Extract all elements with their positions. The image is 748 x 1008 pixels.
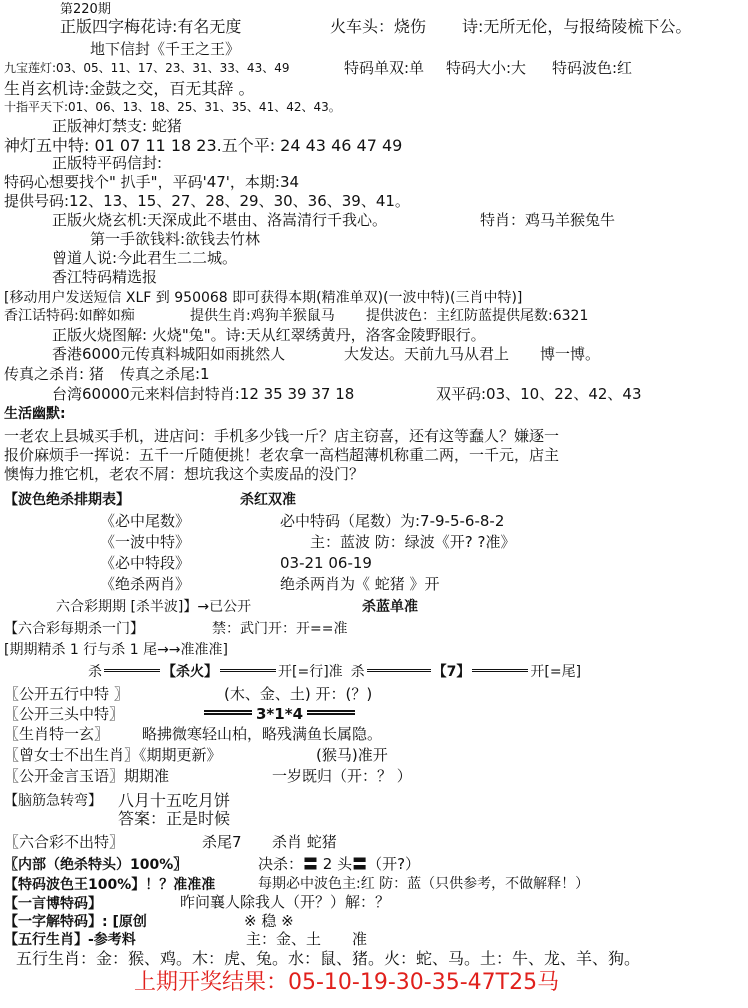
- one-word-value: 昨问襄人除我人（开？）解：？: [180, 893, 391, 911]
- seven-tag: 【7】: [432, 664, 471, 680]
- provide-zodiac: 提供生肖:鸡狗羊猴鼠马: [190, 308, 335, 324]
- steady-mark: ※ 稳 ※: [244, 912, 294, 930]
- row3-label: 《必中特段》: [100, 554, 191, 572]
- pub-three-value: [204, 706, 355, 723]
- ten-fingers: 十指平天下:01、06、13、18、25、31、35、41、42、43。: [4, 100, 341, 114]
- one-char-label: 【一字解特码】: [原创: [4, 914, 147, 930]
- kill-fire: 【杀火】: [162, 664, 218, 680]
- fight: 博一博。: [540, 345, 601, 363]
- wave-king-label: 【特码波色王100%】！？准准准: [4, 877, 216, 893]
- one-word-label: 【一言博特码】: [4, 896, 102, 912]
- kill-tail: 杀尾7: [202, 833, 242, 851]
- provide-wave: 提供波色：主红防蓝提供尾数:6321: [366, 308, 589, 324]
- kill-blue-single: 杀蓝单准: [362, 599, 418, 615]
- dash-line-c: [367, 669, 431, 672]
- forbidden-branch: 正版神灯禁支: 蛇猪: [52, 117, 182, 135]
- hk-6000: 香港6000元传真料城阳如雨挑然人: [52, 345, 286, 363]
- five-accurate: 准: [352, 930, 368, 948]
- zodiac-one-value: 略拂微寒轻山柏，略残满鱼长属隐。: [142, 725, 383, 743]
- nine-lotus: 九宝莲灯:03、05、11、17、23、31、33、43、49: [4, 61, 290, 75]
- row2-label: 《一波中特》: [100, 533, 191, 551]
- brain-teaser-label: 【脑筋急转弯】: [4, 793, 102, 809]
- humor-title: 生活幽默:: [4, 406, 66, 422]
- open-tail: 开[=尾]: [530, 664, 582, 680]
- pub-golden-value: 一岁既归（开：？ ）: [272, 767, 412, 785]
- special-size: 特码大小:大: [446, 59, 527, 77]
- first-hand: 第一手欲钱料:欲钱去竹林: [90, 230, 261, 248]
- big-start: 大发达。天前九马从君上: [344, 345, 510, 363]
- poem: 诗:无所无伦，与报绮陵梳下公。: [462, 17, 692, 36]
- zodiac-one-label: 〖生肖特一玄〗: [4, 725, 110, 743]
- bar-right: [307, 710, 355, 715]
- double-flat: 双平码:03、10、22、42、43: [436, 385, 642, 403]
- fax-kill-zodiac: 传真之杀肖: 猪: [4, 365, 104, 383]
- five-zodiac-list: 五行生肖：金：猴、鸡。木：虎、兔。水：鼠、猪。火：蛇、马。土：牛、龙、羊、狗。: [16, 949, 641, 968]
- row4-label: 《绝杀两肖》: [100, 575, 191, 593]
- fire-zodiac: 特肖：鸡马羊猴兔牛: [480, 211, 616, 229]
- once-said: 曾道人说:今此君生二二城。: [52, 249, 238, 267]
- dash-line-a: [104, 669, 160, 672]
- pub-golden-label: 〖公开金言玉语〗期期准: [4, 767, 170, 785]
- open-accurate: 开[=行]准: [278, 664, 343, 680]
- kill-text-b: 杀: [350, 664, 365, 680]
- plum-poem: 正版四字梅花诗:有名无度: [60, 17, 242, 36]
- decisive-kill: 决杀：〓 2 头〓（开?）: [258, 855, 421, 873]
- dash-line-d: [472, 669, 528, 672]
- lhc-not-out: 〖六合彩不出特〗: [4, 833, 125, 851]
- lamp-five: 神灯五中特: 01 07 11 18 23.五个平: 24 43 46 47 49: [4, 136, 403, 155]
- humor-line-2: 报价麻烦手一挥说：五千一斤随便挑！老农拿一高档超薄机称重二两，一千元，店主: [4, 446, 560, 464]
- heart-want: 特码心想要找个" 扒手"，平码'47'，本期:34: [4, 173, 300, 191]
- ms-zeng-value: (猴马)准开: [316, 746, 388, 764]
- pub-three-label: 〖公开三头中特〗: [4, 705, 125, 723]
- row3-value: 03-21 06-19: [280, 554, 372, 572]
- fire-mystery: 正版火烧玄机:天深成此不堪由、洛嵩清行千我心。: [52, 211, 388, 229]
- zodiac-poem: 生肖玄机诗:金鼓之交，百无其辞 。: [4, 79, 255, 98]
- pub-five-label: 〖公开五行中特 〗: [4, 685, 129, 703]
- hk-saying: 香江话特码:如醉如痴: [4, 308, 135, 324]
- three-value: 3*1*4: [256, 705, 303, 723]
- row1-label: 《必中尾数》: [100, 512, 191, 530]
- numbers-provided: 提供号码:12、13、15、27、28、29、30、36、39、41。: [4, 192, 410, 210]
- five-zodiac-label: 【五行生肖】-参考料: [4, 932, 136, 948]
- sms-line: [移动用户发送短信 XLF 到 950068 即可获得本期(精准单双)(一波中特)(三肖中特)]: [4, 290, 523, 306]
- lhc-period: 六合彩期期 [杀半波]】→已公开: [56, 599, 252, 615]
- period-line: [期期精杀 1 行与杀 1 尾→→准准准]: [4, 642, 228, 658]
- lhc-kill-door: 【六合彩每期杀一门】: [4, 621, 144, 637]
- row1-value: 必中特码（尾数）为:7-9-5-6-8-2: [280, 512, 505, 530]
- forbid-door: 禁：武门开：开==准: [212, 621, 348, 637]
- kill-zodiac: 杀肖 蛇猪: [272, 833, 337, 851]
- kill-red-double: 杀红双准: [240, 492, 296, 508]
- kill-text-a: 杀: [88, 664, 102, 680]
- humor-line-1: 一老农上县城买手机，进店问：手机多少钱一斤？店主窃喜，还有这等蠢人？嫌逐一: [4, 427, 560, 445]
- row4-value: 绝杀两肖为《 蛇猪 》开: [280, 575, 440, 593]
- bar-left: [204, 710, 252, 715]
- flat-letter: 正版特平码信封:: [52, 154, 163, 172]
- row2-value: 主：蓝波 防：绿波《开? ?准》: [310, 533, 516, 551]
- tw-60000: 台湾60000元来料信封特肖:12 35 39 37 18: [52, 385, 355, 403]
- ms-zeng-label: 〖曾女士不出生肖〗《期期更新》: [4, 746, 222, 764]
- special-wave: 特码波色:红: [552, 59, 633, 77]
- teaser-question: 八月十五吃月饼: [118, 791, 231, 810]
- five-main: 主：金、土: [246, 930, 322, 948]
- wave-king-value: 每期必中波色主:红 防：蓝（只供参考，不做解释！）: [258, 876, 590, 892]
- wave-table-title: 【波色绝杀排期表】: [4, 492, 130, 508]
- fire-pic: 正版火烧图解: 火烧"兔"。诗:天从红翠绣黄丹，洛客金陵野眼行。: [52, 326, 486, 344]
- special-odd-even: 特码单双:单: [344, 59, 425, 77]
- train-head: 火车头：烧伤: [330, 17, 427, 36]
- teaser-answer: 答案：正是时候: [118, 809, 231, 828]
- hk-select: 香江特码精选报: [52, 268, 158, 286]
- inner-label: 〖内部（绝杀特头）100%〗: [4, 857, 188, 873]
- pub-five-value: (木、金、土) 开：(？): [224, 685, 373, 703]
- issue-number: 第220期: [60, 2, 111, 17]
- humor-line-3: 懊悔力推它机，老农不屑：想坑我这个卖废品的没门？: [4, 465, 365, 483]
- fax-kill-tail: 传真之杀尾:1: [120, 365, 210, 383]
- underground-letter: 地下信封《千王之王》: [90, 40, 241, 58]
- last-result: 上期开奖结果：05-10-19-30-35-47T25马: [134, 970, 560, 995]
- dash-line-b: [220, 669, 276, 672]
- kill-row: [88, 664, 581, 680]
